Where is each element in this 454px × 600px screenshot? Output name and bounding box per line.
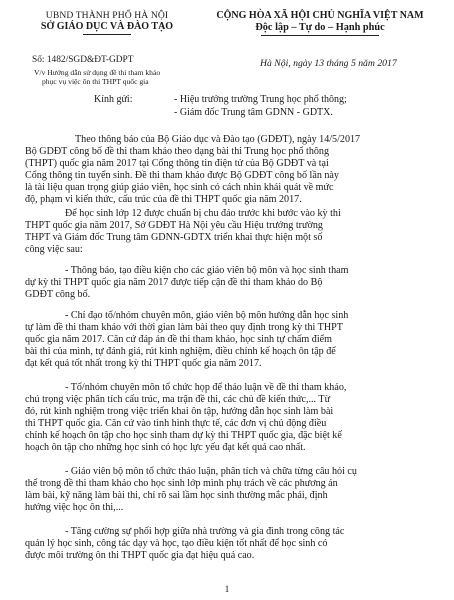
subject-line: phục vụ việc ôn thi THPT quốc gia [42,77,149,86]
text-line: - Tổ/nhóm chuyên môn tổ chức họp để thảo luận về đề thi tham khảo, [65,382,347,393]
body-paragraph [25,382,435,453]
body-paragraph [25,134,435,205]
document-date: Hà Nội, ngày 13 tháng 5 năm 2017 [260,58,397,69]
text-line: - Chỉ đạo tổ/nhóm chuyên môn, giáo viên bộ môn hướng dẫn học sinh [65,310,349,321]
page-number: 1 [224,585,230,595]
text-line: hoạch ôn tập cho những học sinh có học lực yếu đạt kết quả cao nhất. [25,441,306,453]
text-line: tự làm đề thi tham khảo với thời gian làm bài theo quy định trong kỳ thi THPT [25,321,343,333]
text-line: - Tăng cường sự phối hợp giữa nhà trường và gia đình trong công tác [65,526,345,537]
body-paragraph [25,208,435,256]
text-line: là tài liệu quan trọng giúp giáo viên, học sinh có cách nhìn khái quát về mức [25,181,334,193]
text-line: công việc sau: [25,243,83,255]
body-paragraph [25,466,435,514]
text-line: đó, rút kinh nghiệm trong việc triển khai ôn tập, hướng dẫn học sinh làm bài [25,405,334,417]
text-line: hướng việc học ôn thi,... [25,501,124,513]
text-line: - Giáo viên bộ môn tổ chức thảo luận, phân tích và chữa từng câu hỏi cụ [65,466,357,477]
recipients-label: Kính gửi: [94,94,133,105]
text-line: quốc gia năm 2017. Căn cứ đáp án đề thi tham khảo, học sinh tự chấm điểm [25,333,332,345]
issuer-department: SỞ GIÁO DỤC VÀ ĐÀO TẠO [40,21,174,32]
issuer-header [18,10,196,35]
text-line: GDĐT công bố. [25,288,91,300]
text-line: làm bài, kỹ năng làm bài thi, chỉ rõ sai lầm học sinh thường mắc phải, định [25,489,328,501]
text-line: chỉnh kế hoạch ôn tập cho học sinh tham dự kỳ thi THPT quốc gia, đặc biệt kế [25,429,342,441]
text-line: thi THPT quốc gia. Căn cứ vào tình hình thực tế, các đơn vị chủ động điều [25,417,327,429]
text-line: (THPT) quốc gia năm 2017 tại Cổng thông tin điện tử của Bộ GDĐT và tại [25,157,329,169]
motto-underline [261,35,379,36]
text-line: đạt kết quả tốt nhất trong kỳ thi THPT quốc gia năm 2017. [25,357,262,369]
body-paragraph [25,265,435,301]
text-line: thể trong đề thi tham khảo cho học sinh lớp mình phụ trách về các phương án [25,477,338,489]
text-line: bài thi của mình, tự đánh giá, rút kinh nghiệm, điều chỉnh kế hoạch ôn tập để [25,345,336,357]
text-line: THPT quốc gia năm 2017, Sở GDĐT Hà Nội yêu cầu Hiệu trưởng trường [25,219,323,231]
text-line: chú trọng việc phân tích cấu trúc, ma trận đề thi, các chủ đề kiến thức,... Từ [25,393,331,405]
body-paragraph [25,310,435,370]
text-line: Theo thông báo của Bộ Giáo dục và Đào tạo (GDĐT), ngày 14/5/2017 [75,134,361,145]
document-number: Số: 1482/SGD&ĐT-GDPT [32,55,134,65]
text-line: Bộ GDĐT công bố đề thi tham khảo theo dạng bài thi Trung học phổ thông [25,145,330,157]
body-paragraph [25,526,435,562]
text-line: quản lý học sinh, công tác dạy và học, tạo điều kiện tốt nhất để học sinh có [25,537,328,549]
national-title: CỘNG HÒA XÃ HỘI CHỦ NGHĨA VIỆT NAM [216,10,424,21]
text-line: Để học sinh lớp 12 được chuẩn bị chu đáo trước khi bước vào kỳ thi [65,208,341,219]
text-line: THPT và Giám đốc Trung tâm GDNN-GDTX triển khai thực hiện một số [25,231,323,243]
text-line: độ, phạm vi kiến thức, cấu trúc của đề thi THPT quốc gia năm 2017. [25,193,302,205]
subject-line: V/v Hướng dẫn sử dụng đề thi tham khảo [34,68,161,77]
text-line: - Thông báo, tạo điều kiện cho các giáo viên bộ môn và học sinh tham [65,265,349,276]
text-line: được môi trường ôn thi THPT quốc gia đạt hiệu quả cao. [25,549,255,561]
national-motto [200,10,440,36]
recipient-item: - Hiệu trưởng trường Trung học phổ thông; [174,94,347,105]
document-subject [34,68,160,86]
text-line: dự kỳ thi THPT quốc gia năm 2017 được tiếp cận đề thi tham khảo do Bộ [25,276,323,288]
national-slogan: Độc lập – Tự do – Hạnh phúc [255,22,385,33]
issuer-underline [83,34,131,35]
issuer-authority: UBND THÀNH PHỐ HÀ NỘI [45,10,169,21]
text-line: Cổng thông tin tuyển sinh. Đề thi tham khảo được Bộ GDĐT công bố lần này [25,169,339,181]
recipient-item: - Giám đốc Trung tâm GDNN - GDTX. [174,107,333,118]
